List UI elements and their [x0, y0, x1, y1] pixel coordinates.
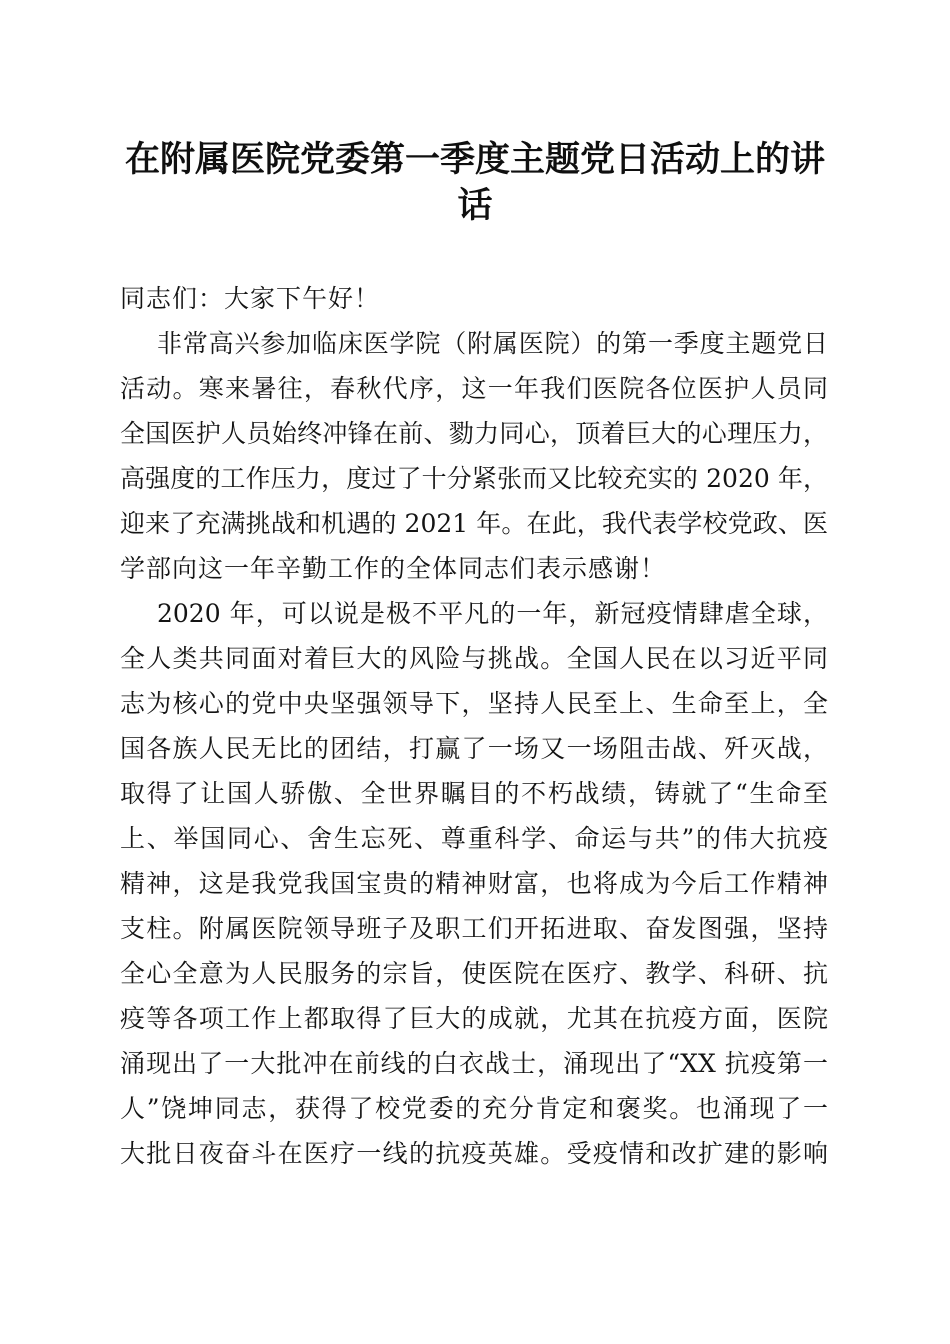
text-line: 取得了让国人骄傲、全世界瞩目的不朽战绩，铸就了“生命至	[120, 779, 828, 808]
text-line: 精神，这是我党我国宝贵的精神财富，也将成为今后工作精神	[120, 869, 828, 898]
text-line: 国各族人民无比的团结，打赢了一场又一场阻击战、歼灭战，	[120, 734, 828, 763]
paragraph-1	[120, 321, 828, 591]
text-line: 迎来了充满挑战和机遇的 2021 年。在此，我代表学校党政、医	[120, 509, 828, 538]
document-body	[120, 276, 828, 1176]
greeting-line: 同志们：大家下午好！	[120, 284, 381, 313]
text-line: 全国医护人员始终冲锋在前、勠力同心，顶着巨大的心理压力，	[120, 419, 828, 448]
text-line: 活动。寒来暑往，春秋代序，这一年我们医院各位医护人员同	[120, 374, 828, 403]
text-line: 全心全意为人民服务的宗旨，使医院在医疗、教学、科研、抗	[120, 959, 828, 988]
text-line: 人”饶坤同志，获得了校党委的充分肯定和褒奖。也涌现了一	[120, 1094, 828, 1123]
text-line: 支柱。附属医院领导班子及职工们开拓进取、奋发图强，坚持	[120, 914, 828, 943]
text-line: 志为核心的党中央坚强领导下，坚持人民至上、生命至上，全	[120, 689, 828, 718]
text-line: 大批日夜奋斗在医疗一线的抗疫英雄。受疫情和改扩建的影响	[120, 1139, 828, 1168]
text-line: 高强度的工作压力，度过了十分紧张而又比较充实的 2020 年，	[120, 464, 828, 493]
text-line: 2020 年，可以说是极不平凡的一年，新冠疫情肆虐全球，	[157, 599, 828, 628]
document-title	[100, 137, 850, 229]
text-line: 疫等各项工作上都取得了巨大的成就，尤其在抗疫方面，医院	[120, 1004, 828, 1033]
text-line: 涌现出了一大批冲在前线的白衣战士，涌现出了“XX 抗疫第一	[120, 1049, 828, 1078]
text-line: 学部向这一年辛勤工作的全体同志们表示感谢！	[120, 554, 667, 583]
text-line: 上、举国同心、舍生忘死、尊重科学、命运与共”的伟大抗疫	[120, 824, 828, 853]
paragraph-2	[120, 591, 828, 1176]
title-line: 在附属医院党委第一季度主题党日活动上的讲	[124, 139, 825, 180]
text-line: 全人类共同面对着巨大的风险与挑战。全国人民在以习近平同	[120, 644, 828, 673]
title-line: 话	[457, 185, 493, 226]
text-line: 非常高兴参加临床医学院（附属医院）的第一季度主题党日	[157, 329, 828, 358]
